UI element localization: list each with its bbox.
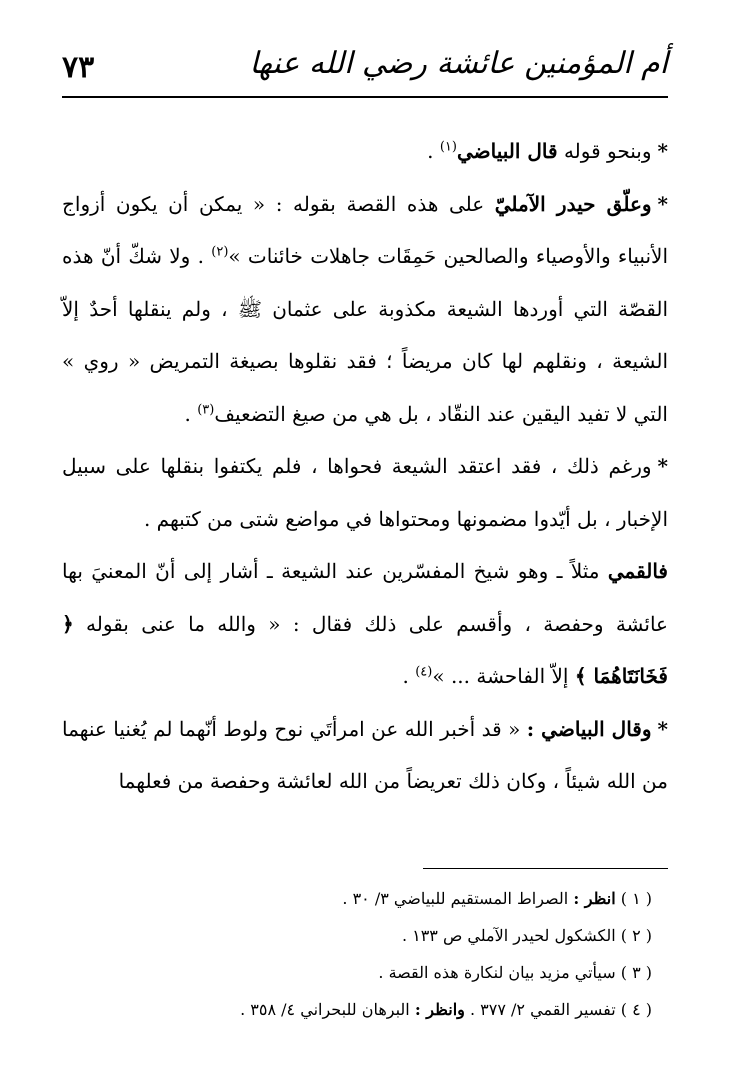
paragraph-1	[62, 125, 668, 178]
paragraph-4-end: .	[402, 664, 416, 688]
footnote-ref-1[interactable]: (١)	[439, 139, 457, 155]
footnote-4	[62, 991, 652, 1028]
author-name: فالقمي	[607, 559, 668, 583]
paragraph-2-text-cont: . ولا شكّ أنّ هذه القصّة التي أوردها الشيعة مكذوبة على عثمان ﷺ ، ولم ينقلها أحدٌ إلاّ الشيعة ، ونقلهم لها كان مريضاً ؛ فقد نقلوها بصيغة التمريض « روي » التي لا تفيد اليقين عند النقّاد ، بل هي من صيغ التضعيف	[62, 244, 668, 426]
paragraph-5-text: « قد أخبر الله عن امرأتَي نوح ولوط أنّهما لم يُغنيا عنهما من الله شيئاً ، وكان ذلك تعريضاً من الله لعائشة وحفصة من فعلهما	[62, 716, 668, 793]
footnote-3	[62, 954, 652, 991]
paragraph-1-text: وبنحو قوله	[557, 139, 652, 163]
footnote-rule	[423, 868, 668, 869]
footnote-text-cont: البرهان للبحراني ٤/ ٣٥٨ .	[240, 1000, 415, 1019]
footnote-text: الكشكول لحيدر الآملي ص ١٣٣ .	[401, 926, 621, 945]
running-title: أم المؤمنين عائشة رضي الله عنها	[249, 46, 668, 81]
footnote-text: الصراط المستقيم للبياضي ٣/ ٣٠ .	[342, 889, 574, 908]
footnotes	[62, 880, 652, 1028]
bullet-star: *	[657, 716, 668, 741]
paragraph-3-text: ورغم ذلك ، فقد اعتقد الشيعة فحواها ، فلم يكتفوا بنقلها على سبيل الإخبار ، بل أيّدوا مضمونها ومحتواها في مواضع شتى من كتبهم .	[62, 454, 668, 531]
paragraph-3	[62, 440, 668, 545]
paragraph-4-text-cont: إلاّ الفاحشة ... »	[432, 664, 575, 688]
footnote-ref-2[interactable]: (٢)	[211, 244, 229, 260]
paragraph-2-end: .	[184, 401, 198, 426]
author-name: وعلّق حيدر الآمليّ	[494, 191, 652, 216]
page-number: ٧٣	[62, 50, 95, 85]
header-rule	[62, 96, 668, 98]
footnote-1	[62, 880, 652, 917]
paragraph-4-text: مثلاً ـ وهو شيخ المفسّرين عند الشيعة ـ أشار إلى أنّ المعنيَ بها عائشة وحفصة ، وأقسم على ذلك فقال : « والله ما عنى بقوله	[62, 559, 668, 636]
footnote-number: ( ٢ )	[620, 926, 652, 945]
footnote-ref-4[interactable]: (٤)	[415, 664, 433, 680]
footnote-text: تفسير القمي ٢/ ٣٧٧ .	[464, 1000, 621, 1019]
footnote-number: ( ٤ )	[620, 1000, 652, 1019]
bullet-star: *	[657, 191, 669, 216]
author-name: قال البياضي	[456, 139, 558, 163]
footnote-ref-3[interactable]: (٣)	[197, 401, 215, 417]
footnote-text: سيأتي مزيد بيان لنكارة هذه القصة .	[378, 963, 621, 982]
bullet-star: *	[657, 454, 668, 478]
footnote-number: ( ٣ )	[620, 963, 652, 982]
main-text	[62, 125, 668, 808]
paragraph-4	[62, 545, 668, 703]
paragraph-5	[62, 703, 668, 808]
author-name: وقال البياضي :	[526, 716, 652, 741]
page-header	[62, 38, 668, 98]
footnote-2	[62, 917, 652, 954]
paragraph-2	[62, 178, 668, 441]
paragraph-1-end: .	[427, 139, 440, 163]
footnote-label: انظر :	[573, 889, 616, 908]
paragraph-2-text: على هذه القصة بقوله : « يمكن أن يكون أزواج الأنبياء والأوصياء والصالحين حَمِقَات جاهلات خائنات »	[62, 191, 668, 268]
footnote-number: ( ١ )	[620, 889, 652, 908]
quran-quote: ﴿ فَخَانَتَاهُمَا ﴾	[62, 611, 668, 688]
bullet-star: *	[657, 139, 668, 163]
footnote-label: وانظر :	[414, 1000, 465, 1019]
